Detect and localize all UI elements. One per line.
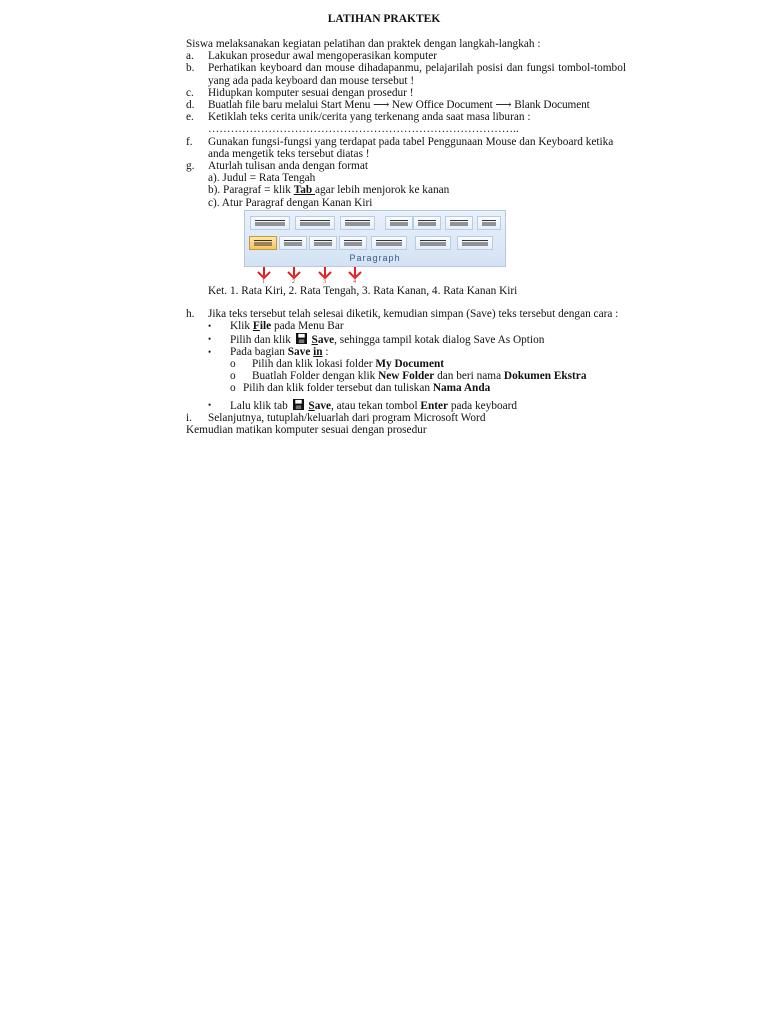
text-run: Pilih dan klik <box>230 333 294 346</box>
decrease-indent-icon <box>385 216 413 230</box>
text-run: S <box>311 333 318 346</box>
text-run: Pilih dan klik folder tersebut dan tuliskan <box>243 382 433 395</box>
format-item-paragraf <box>208 184 449 196</box>
file-menu-label <box>253 320 271 332</box>
list-marker: a. <box>186 50 194 63</box>
list-item <box>186 308 626 320</box>
list-text: Buatlah file baru melalui Start Menu ⟶ New Office Document ⟶ Blank Document <box>208 99 590 112</box>
list-marker: g. <box>186 160 195 173</box>
bullets-icon <box>250 216 290 230</box>
text-run: ave <box>317 333 335 346</box>
intro-text: Siswa melaksanakan kegiatan pelatihan dan praktek dengan langkah-langkah : <box>186 38 541 50</box>
arrow-number: 1 <box>262 278 265 285</box>
tab-key-label: Tab <box>293 184 316 197</box>
text-run: : <box>322 345 329 358</box>
text-run: Lalu klik tab <box>230 399 291 412</box>
list-text: Hidupkan komputer sesuai dengan prosedur ! <box>208 86 414 99</box>
text-run: , atau tekan tombol <box>331 399 421 412</box>
sub-bullet-icon: o <box>230 382 236 395</box>
list-text: Perhatikan keyboard dan mouse dihadapanmu, pelajarilah posisi dan fungsi tombol-tombol yang ada pada keyboard dan mouse tersebut ! <box>208 62 626 87</box>
bullet-icon: • <box>208 399 212 410</box>
line-spacing-icon <box>371 236 407 250</box>
borders-icon <box>457 236 493 250</box>
list-text: Gunakan fungsi-fungsi yang terdapat pada tabel Penggunaan Mouse dan Keyboard ketika anda mengetik teks tersebut diatas ! <box>208 135 614 160</box>
text-run: , sehingga tampil kotak dialog Save As Option <box>334 333 545 346</box>
list-item <box>186 160 626 209</box>
enter-key-label: Enter <box>420 399 449 412</box>
save-label <box>312 334 335 346</box>
bullet-item <box>186 320 626 332</box>
multilevel-list-icon <box>340 216 375 230</box>
align-right-icon <box>309 236 337 250</box>
list-item <box>186 62 626 86</box>
red-down-arrow-icon <box>288 267 300 278</box>
sub-bullet-icon: o <box>230 358 236 371</box>
text-run: in <box>313 345 323 358</box>
list-item <box>186 50 626 62</box>
list-marker: i. <box>186 411 192 424</box>
alignment-caption: Ket. 1. Rata Kiri, 2. Rata Tengah, 3. Rata Kanan, 4. Rata Kanan Kiri <box>208 285 518 298</box>
closing-text: Kemudian matikan komputer sesuai dengan prosedur <box>186 424 427 437</box>
text-run: dan beri nama <box>434 370 504 383</box>
bullet-icon: • <box>208 321 212 332</box>
text-run: S <box>308 399 315 412</box>
red-down-arrow-icon <box>319 267 331 278</box>
list-text: Selanjutnya, tutuplah/keluarlah dari program Microsoft Word <box>208 411 486 424</box>
floppy-disk-icon <box>293 399 304 410</box>
text-run: pada keyboard <box>448 399 518 412</box>
list-marker: h. <box>186 308 195 321</box>
align-center-icon <box>279 236 307 250</box>
paragraph-toolbar-image <box>244 210 506 267</box>
red-down-arrow-icon <box>258 267 270 278</box>
text-run: b). Paragraf = klik <box>208 184 294 197</box>
text-run: F <box>252 320 260 333</box>
page-title: LATIHAN PRAKTEK <box>327 13 441 25</box>
text-run: Klik <box>230 320 253 333</box>
list-marker: b. <box>186 62 195 75</box>
sub-bullet-icon: o <box>230 370 236 383</box>
bullet-icon: • <box>208 346 212 357</box>
text-run: agar lebih menjorok ke kanan <box>315 184 450 197</box>
toolbar-group-label: Paragraph <box>349 252 401 263</box>
red-down-arrow-icon <box>349 267 361 278</box>
list-marker: d. <box>186 99 195 112</box>
sub-bullet-item <box>186 358 626 370</box>
floppy-disk-icon <box>296 333 307 344</box>
list-marker: f. <box>186 135 193 148</box>
bullet-item <box>186 333 626 346</box>
text-run: New Folder <box>378 370 435 383</box>
list-text: Jika teks tersebut telah selesai diketik, kemudian simpan (Save) teks tersebut dengan cara : <box>208 308 619 321</box>
text-run: Save <box>287 345 314 358</box>
arrow-number: 2 <box>292 278 295 285</box>
sub-bullet-item <box>186 382 626 394</box>
format-item-atur: c). Atur Paragraf dengan Kanan Kiri <box>208 196 373 209</box>
sort-icon <box>445 216 473 230</box>
justify-icon <box>339 236 367 250</box>
save-label <box>308 400 331 412</box>
list-text: Ketiklah teks cerita unik/cerita yang terkenang anda saat masa liburan : <box>208 111 531 124</box>
list-item <box>186 412 626 424</box>
format-item-judul: a). Judul = Rata Tengah <box>208 172 316 185</box>
list-marker: e. <box>186 111 194 124</box>
text-run: Buatlah Folder dengan klik <box>252 370 379 383</box>
numbering-icon <box>295 216 335 230</box>
text-run: My Document <box>375 358 445 371</box>
text-run: Pada bagian <box>230 345 288 358</box>
arrow-number: 3 <box>323 278 326 285</box>
text-run: Nama Anda <box>432 382 491 395</box>
text-run: Pilih dan klik lokasi folder <box>252 358 376 371</box>
text-run: pada Menu Bar <box>271 320 344 333</box>
pilcrow-icon <box>477 216 501 230</box>
alignment-arrows <box>244 267 384 285</box>
document-body <box>186 38 626 436</box>
list-marker: c. <box>186 86 194 99</box>
text-run: ile <box>259 320 272 333</box>
increase-indent-icon <box>413 216 441 230</box>
list-item <box>186 111 626 135</box>
list-item <box>186 87 626 99</box>
bullet-item <box>186 399 626 412</box>
save-in-label <box>288 346 323 358</box>
text-run: ave <box>314 399 331 412</box>
list-item <box>186 136 626 160</box>
bullet-icon: • <box>208 333 212 344</box>
arrow-number: 4 <box>353 278 356 285</box>
list-text: Lakukan prosedur awal mengoperasikan komputer <box>208 50 437 63</box>
list-item <box>186 99 626 111</box>
list-text: Aturlah tulisan anda dengan format <box>208 160 368 173</box>
dotted-fill: ……………………………………………………………………….. <box>208 123 519 136</box>
text-run: Dokumen Ekstra <box>503 370 587 383</box>
align-left-icon <box>249 236 277 250</box>
sub-bullet-item <box>186 370 626 382</box>
bullet-item <box>186 346 626 358</box>
shading-icon <box>415 236 451 250</box>
